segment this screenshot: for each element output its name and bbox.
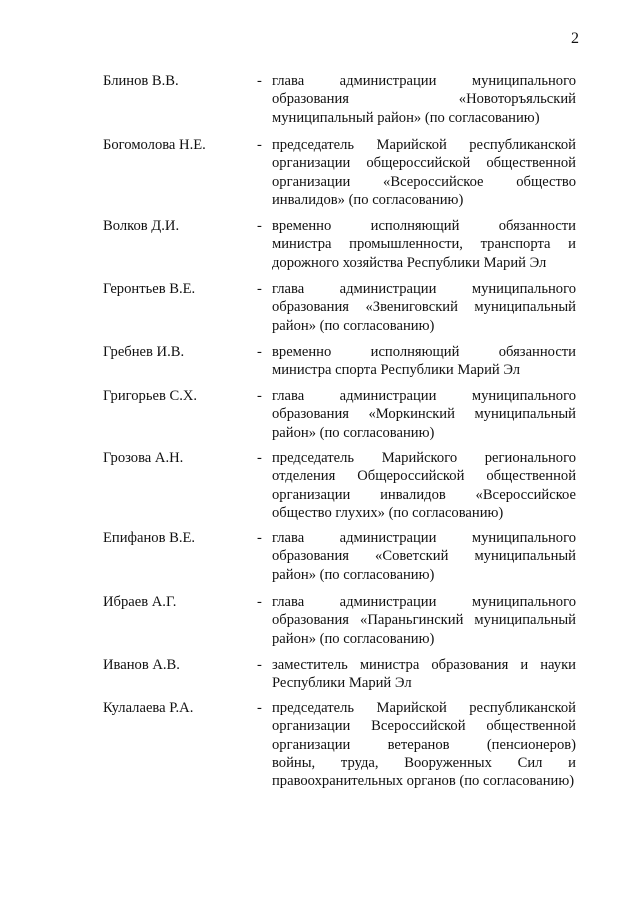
member-position (272, 699, 576, 790)
position-line: временно исполняющий обязанности (272, 218, 576, 234)
member-name: Кулалаева Р.А. (103, 700, 194, 716)
position-line: временно исполняющий обязанности (272, 344, 576, 360)
position-line: глава администрации муниципального (272, 594, 576, 610)
member-name: Ибраев А.Г. (103, 594, 177, 610)
position-line: отделения Общероссийской общественной (272, 468, 576, 485)
position-line: организации Всероссийской общественной (272, 718, 576, 735)
member-position (272, 343, 576, 380)
entry-dash: - (257, 450, 262, 466)
entry-dash: - (257, 594, 262, 610)
page-number: 2 (571, 30, 579, 47)
entry-dash: - (257, 388, 262, 404)
position-line: образования «Моркинский муниципальный (272, 406, 576, 423)
position-line: организации общероссийской общественной (272, 155, 576, 172)
member-name: Иванов А.В. (103, 657, 180, 673)
position-line: председатель Марийской республиканской (272, 137, 576, 153)
member-position (272, 449, 576, 522)
position-line: район» (по согласованию) (272, 424, 435, 441)
member-name: Геронтьев В.Е. (103, 281, 196, 297)
member-position (272, 656, 576, 693)
member-name: Грозова А.Н. (103, 450, 184, 466)
position-line: организации инвалидов «Всероссийское (272, 486, 576, 503)
member-position (272, 72, 576, 127)
position-line: глава администрации муниципального (272, 73, 576, 89)
position-line: министра промышленности, транспорта и (272, 236, 576, 253)
position-line: председатель Марийской республиканской (272, 700, 576, 716)
member-name: Блинов В.В. (103, 73, 179, 89)
entry-dash: - (257, 281, 262, 297)
position-line: образования «Новоторъяльский (272, 91, 576, 108)
position-line: район» (по согласованию) (272, 566, 435, 583)
entry-dash: - (257, 344, 262, 360)
entry-dash: - (257, 530, 262, 546)
member-position (272, 136, 576, 209)
member-position (272, 593, 576, 648)
position-line: инвалидов» (по согласованию) (272, 191, 464, 208)
entry-dash: - (257, 137, 262, 153)
position-line: правоохранительных органов (по согласованию) (272, 773, 575, 790)
position-line: организации ветеранов (пенсионеров) (272, 736, 576, 753)
position-line: образования «Советский муниципальный (272, 548, 576, 565)
member-name: Богомолова Н.Е. (103, 137, 206, 153)
position-line: глава администрации муниципального (272, 281, 576, 297)
position-line: Республики Марий Эл (272, 675, 412, 692)
position-line: глава администрации муниципального (272, 530, 576, 546)
position-line: глава администрации муниципального (272, 388, 576, 404)
position-line: организации «Всероссийское общество (272, 173, 576, 190)
member-name: Гребнев И.В. (103, 344, 185, 360)
position-line: образования «Параньгинский муниципальный (272, 612, 576, 629)
entry-dash: - (257, 218, 262, 234)
entry-dash: - (257, 657, 262, 673)
entry-dash: - (257, 73, 262, 89)
position-line: общество глухих» (по согласованию) (272, 504, 504, 521)
position-line: министра спорта Республики Марий Эл (272, 362, 521, 379)
member-name: Епифанов В.Е. (103, 530, 196, 546)
position-line: район» (по согласованию) (272, 317, 435, 334)
position-line: образования «Звениговский муниципальный (272, 299, 576, 316)
member-name: Волков Д.И. (103, 218, 180, 234)
member-name: Григорьев С.Х. (103, 388, 198, 404)
position-line: район» (по согласованию) (272, 630, 435, 647)
member-position (272, 280, 576, 335)
member-position (272, 217, 576, 272)
member-position (272, 529, 576, 584)
entry-dash: - (257, 700, 262, 716)
member-position (272, 387, 576, 442)
position-line: муниципальный район» (по согласованию) (272, 109, 540, 126)
position-line: дорожного хозяйства Республики Марий Эл (272, 254, 547, 271)
position-line: заместитель министра образования и науки (272, 657, 576, 673)
position-line: председатель Марийского регионального (272, 450, 576, 466)
position-line: войны, труда, Вооруженных Сил и (272, 754, 576, 771)
